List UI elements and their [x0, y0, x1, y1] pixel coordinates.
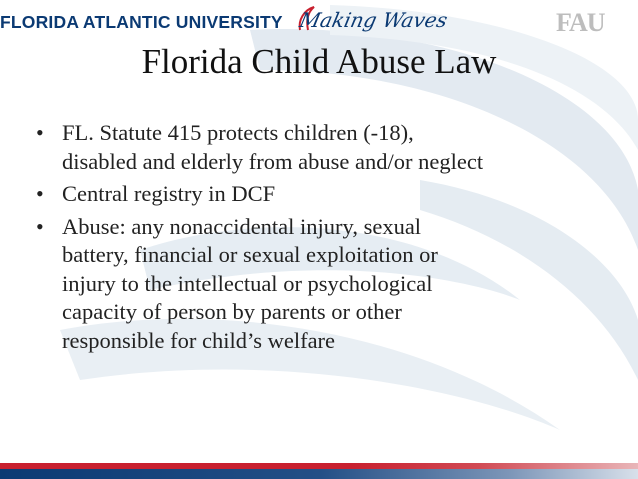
bullet-line: Abuse: any nonaccidental injury, sexual	[62, 213, 422, 239]
bullet-line: FL. Statute 415 protects children (-18),	[62, 120, 414, 145]
bullet-item	[36, 213, 626, 356]
footer-color-bar	[0, 463, 638, 479]
fau-logo: FAU	[556, 8, 605, 37]
bullet-line: injury to the intellectual or psychological	[62, 270, 433, 296]
bullet-line: capacity of person by parents or other	[62, 299, 402, 324]
footer-blue-stripe	[0, 469, 638, 479]
bullet-line: Central registry in DCF	[62, 181, 276, 206]
bullet-line: battery, financial or sexual exploitation or	[62, 242, 438, 267]
bullet-marker: •	[36, 181, 44, 206]
bullet-item	[36, 180, 626, 209]
university-wordmark: FLORIDA ATLANTIC UNIVERSITY	[0, 12, 283, 32]
bullet-line: disabled and elderly from abuse and/or neglect	[62, 148, 484, 174]
tagline: Making Waves	[297, 8, 450, 32]
bullet-marker: •	[36, 120, 44, 145]
slide-title: Florida Child Abuse Law	[141, 42, 497, 81]
bullet-line: responsible for child’s welfare	[62, 327, 336, 353]
bullet-list	[36, 119, 626, 359]
bullet-item	[36, 119, 626, 176]
bullet-marker: •	[36, 213, 44, 239]
